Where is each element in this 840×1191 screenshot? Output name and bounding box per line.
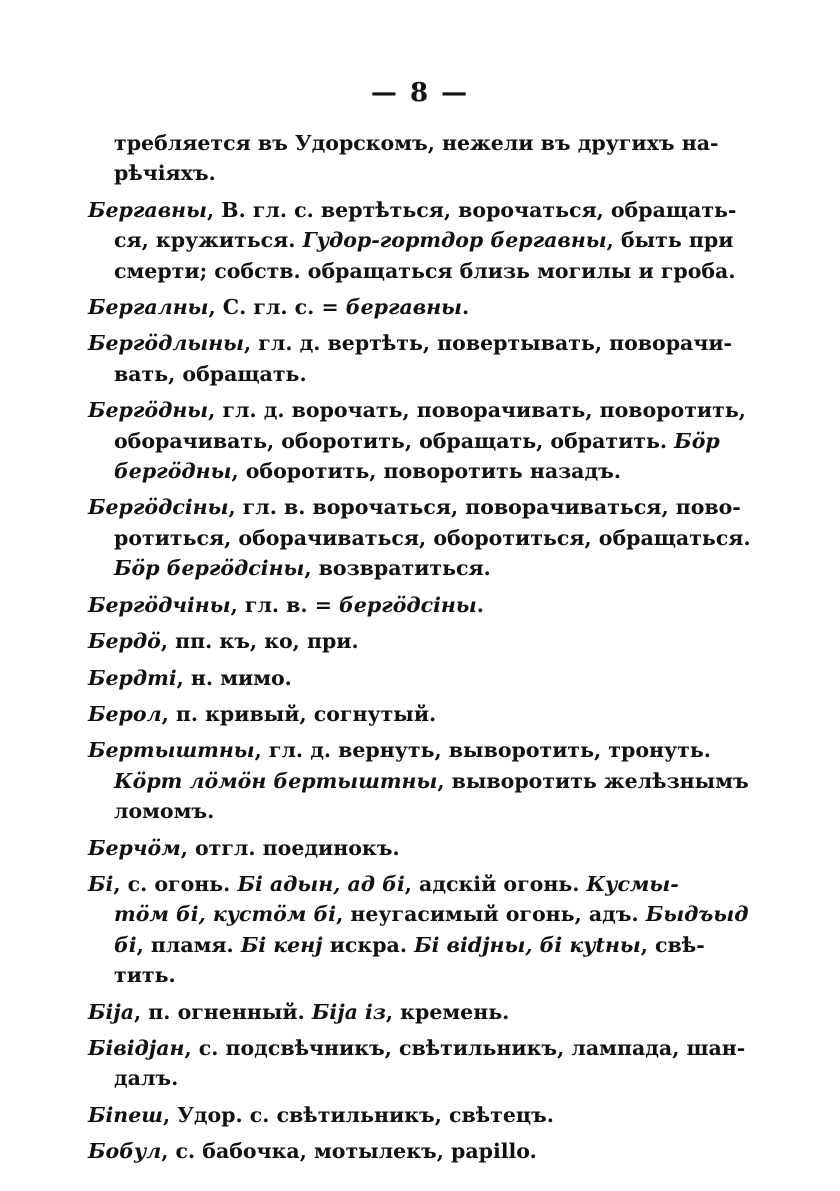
text: , гл. в. =: [230, 592, 340, 617]
headword: Бердті: [88, 665, 177, 690]
italic-text: тӧм бі, кустӧм бі: [114, 902, 337, 927]
entry-line: [88, 663, 710, 693]
dictionary-entries: [88, 128, 751, 1167]
text: , отгл. поединокъ.: [180, 835, 400, 860]
headword: Берчӧм: [88, 835, 181, 860]
text: оборачивать, оборотить, обращать, обратить.: [114, 428, 675, 453]
text: вать, обращать.: [114, 361, 307, 386]
italic-text: Кусмы-: [586, 871, 679, 896]
text: , выворотить желѣзнымъ: [437, 768, 749, 793]
entry-continuation-line: [88, 225, 734, 255]
italic-text: Бі кенј: [240, 932, 323, 957]
entry-line: [88, 699, 710, 729]
text: , п. кривый, согнутый.: [161, 701, 437, 726]
headword: Біпеш: [88, 1102, 163, 1127]
headword: Бергалны: [88, 295, 209, 320]
text: ся, кружиться.: [114, 228, 303, 253]
text: , В. гл. с. вертѣться, ворочаться, обращать-: [206, 197, 737, 222]
entry-continuation-line: [88, 158, 710, 188]
entry-line: [88, 1136, 710, 1166]
italic-text: Кӧрт лӧмӧн бертыштны: [114, 768, 438, 793]
entry-line: [88, 626, 710, 656]
text: , п. огненный.: [134, 999, 312, 1024]
italic-text: бергӧдсіны: [339, 592, 477, 617]
italic-text: Бӧр: [674, 428, 720, 453]
italic-text: бі: [114, 932, 137, 957]
italic-text: Бі адын, ад бі: [237, 871, 405, 896]
headword: Берол: [88, 701, 162, 726]
text: тить.: [114, 963, 176, 988]
headword: Бергӧдсіны: [88, 495, 229, 520]
entry-line: [88, 590, 710, 620]
text: далъ.: [114, 1066, 179, 1091]
italic-text: Бӧр бергӧдсіны: [114, 556, 305, 581]
entry-continuation-line: [88, 766, 749, 796]
italic-text: Бі віdјны, бі куtны: [414, 932, 641, 957]
headword: Бівідјан: [88, 1035, 185, 1060]
text: , пламя.: [136, 932, 241, 957]
text: , быть при: [606, 228, 734, 253]
entry-continuation-line: [88, 553, 710, 583]
text: , н. мимо.: [176, 665, 292, 690]
entry-line: [88, 292, 710, 322]
text: , оборотить, поворотить назадъ.: [231, 459, 621, 484]
entry-line: [88, 1033, 746, 1063]
text: .: [476, 592, 484, 617]
headword: Бергӧдлыны: [88, 331, 245, 356]
entry-line: [88, 328, 733, 358]
entry-continuation-line: [88, 456, 710, 486]
headword: Бобул: [88, 1139, 162, 1164]
entry-line: [88, 735, 710, 765]
text: смерти; собств. обращаться близь могилы и гроба.: [114, 258, 736, 283]
entry-line: [88, 195, 737, 225]
text: ротиться, оборачиваться, оборотиться, обращаться.: [114, 525, 751, 550]
text: , неугасимый огонь, адъ.: [336, 902, 646, 927]
text: .: [462, 295, 470, 320]
text: , с. огонь.: [113, 871, 238, 896]
entry-line: [88, 833, 710, 863]
entry-continuation-line: [88, 960, 710, 990]
text: , С. гл. с. =: [208, 295, 346, 320]
italic-text: бергӧдны: [114, 459, 232, 484]
text: требляется въ Удорскомъ, нежели въ другихъ на-: [114, 131, 719, 155]
entry-continuation-line: [88, 523, 751, 553]
entry-continuation-line: [88, 899, 749, 929]
headword: Бертыштны: [88, 738, 255, 763]
text: , гл. д. ворочать, поворачивать, поворотить,: [208, 398, 746, 423]
entry-continuation-line: [88, 256, 736, 286]
italic-text: Гудор-гортдор бергавны: [302, 228, 607, 253]
headword: Бергавны: [88, 197, 207, 222]
page-number: — 8 —: [370, 78, 470, 108]
text: , адскій огонь.: [404, 871, 587, 896]
headword: Бі: [88, 871, 114, 896]
headword: Бергӧдчіны: [88, 592, 231, 617]
text: , возвратиться.: [304, 556, 491, 581]
entry-line: [88, 1100, 710, 1130]
italic-text: Біја із: [311, 999, 386, 1024]
text: , гл. д. вернуть, выворотить, тронуть.: [254, 738, 711, 763]
entry-continuation-line: [88, 128, 719, 158]
entry-line: [88, 869, 710, 899]
entry-continuation-line: [88, 796, 710, 826]
text: , с. бабочка, мотылекъ, papillo.: [161, 1139, 537, 1164]
entry-continuation-line: [88, 359, 710, 389]
text: рѣчіяхъ.: [114, 161, 216, 186]
text: , с. подсвѣчникъ, свѣтильникъ, лампада, шан-: [184, 1035, 746, 1060]
italic-text: бергавны: [345, 295, 463, 320]
entry-line: [88, 395, 746, 425]
entry-line: [88, 492, 741, 522]
text: , свѣ-: [640, 932, 705, 957]
headword: Бердӧ: [88, 629, 161, 654]
text: , пп. къ, ко, при.: [160, 629, 359, 654]
text: искра.: [322, 932, 415, 957]
entry-continuation-line: [88, 1063, 710, 1093]
entry-continuation-line: [88, 930, 710, 960]
text: , кремень.: [385, 999, 510, 1024]
entry-continuation-line: [88, 426, 720, 456]
entry-line: [88, 997, 710, 1027]
text: , Удор. с. свѣтильникъ, свѣтецъ.: [162, 1102, 554, 1127]
text: , гл. в. ворочаться, поворачиваться, пово-: [228, 495, 741, 520]
headword: Біја: [88, 999, 135, 1024]
italic-text: Быдъыд: [645, 902, 749, 927]
text: , гл. д. вертѣть, повертывать, поворачи-: [244, 331, 733, 356]
headword: Бергӧдны: [88, 398, 209, 423]
text: ломомъ.: [114, 799, 215, 824]
